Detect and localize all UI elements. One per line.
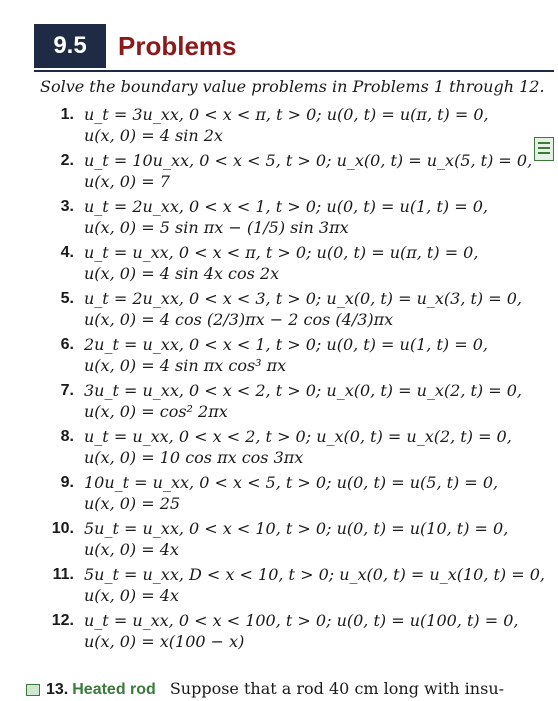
problem-number: 1.: [60, 106, 74, 123]
problem-initial-condition: u(x, 0) = 4x: [84, 540, 179, 559]
exercise-icon: [26, 684, 40, 696]
problem-list: [44, 104, 544, 656]
next-problem-text: Suppose that a rod 40 cm long with insu-: [169, 679, 505, 698]
problem-initial-condition: u(x, 0) = 4 sin πx cos³ πx: [84, 356, 287, 375]
section-divider: [34, 70, 554, 72]
problem-item: [44, 242, 544, 288]
problem-equation: u_t = u_xx, 0 < x < 2, t > 0; u_x(0, t) = u_x(2, t) = 0,: [84, 427, 512, 446]
problem-item: [44, 288, 544, 334]
problem-number: 9.: [60, 474, 74, 491]
problem-initial-condition: u(x, 0) = 10 cos πx cos 3πx: [84, 448, 304, 467]
problem-number: 3.: [60, 198, 74, 215]
section-number: 9.5: [34, 24, 106, 68]
problem-number: 4.: [60, 244, 74, 261]
problem-initial-condition: u(x, 0) = 4 cos (2/3)πx − 2 cos (4/3)πx: [84, 310, 394, 329]
problem-equation: 2u_t = u_xx, 0 < x < 1, t > 0; u(0, t) = u(1, t) = 0,: [84, 335, 488, 354]
problem-item: [44, 150, 544, 196]
problem-item: [44, 564, 544, 610]
problem-item: [44, 610, 544, 656]
problem-initial-condition: u(x, 0) = 4 sin 4x cos 2x: [84, 264, 280, 283]
problem-equation: u_t = u_xx, 0 < x < π, t > 0; u(0, t) = u(π, t) = 0,: [84, 243, 479, 262]
problem-initial-condition: u(x, 0) = 25: [84, 494, 181, 513]
problem-item: [44, 104, 544, 150]
problem-item: [44, 426, 544, 472]
problem-equation: u_t = 2u_xx, 0 < x < 1, t > 0; u(0, t) = u(1, t) = 0,: [84, 197, 488, 216]
problem-initial-condition: u(x, 0) = x(100 − x): [84, 632, 245, 651]
problem-equation: 3u_t = u_xx, 0 < x < 2, t > 0; u_x(0, t) = u_x(2, t) = 0,: [84, 381, 522, 400]
problem-number: 2.: [60, 152, 74, 169]
section-header: [34, 24, 554, 70]
problem-equation: u_t = 2u_xx, 0 < x < 3, t > 0; u_x(0, t) = u_x(3, t) = 0,: [84, 289, 522, 308]
problem-initial-condition: u(x, 0) = 5 sin πx − (1/5) sin 3πx: [84, 218, 349, 237]
problem-number: 7.: [60, 382, 74, 399]
problem-number: 5.: [60, 290, 74, 307]
problem-initial-condition: u(x, 0) = 7: [84, 172, 170, 191]
problem-number: 6.: [60, 336, 74, 353]
instructions-text: Solve the boundary value problems in Problems 1 through 12.: [40, 77, 545, 96]
problem-equation: 10u_t = u_xx, 0 < x < 5, t > 0; u(0, t) = u(5, t) = 0,: [84, 473, 499, 492]
problem-number: 11.: [52, 566, 74, 583]
problem-initial-condition: u(x, 0) = 4 sin 2x: [84, 126, 223, 145]
problem-initial-condition: u(x, 0) = cos² 2πx: [84, 402, 228, 421]
problem-equation: u_t = u_xx, 0 < x < 100, t > 0; u(0, t) = u(100, t) = 0,: [84, 611, 519, 630]
problem-initial-condition: u(x, 0) = 4x: [84, 586, 179, 605]
section-title: Problems: [118, 31, 237, 61]
problem-item: [44, 472, 544, 518]
problem-number: 12.: [51, 612, 74, 629]
problem-equation: 5u_t = u_xx, D < x < 10, t > 0; u_x(0, t) = u_x(10, t) = 0,: [84, 565, 546, 584]
problem-equation: 5u_t = u_xx, 0 < x < 10, t > 0; u(0, t) = u(10, t) = 0,: [84, 519, 509, 538]
problem-equation: u_t = 10u_xx, 0 < x < 5, t > 0; u_x(0, t) = u_x(5, t) = 0,: [84, 151, 533, 170]
next-problem-preview: [26, 678, 504, 701]
problem-item: [44, 196, 544, 242]
next-problem-title: Heated rod: [72, 681, 156, 698]
problem-item: [44, 380, 544, 426]
problem-number: 10.: [51, 520, 74, 537]
problem-item: [44, 518, 544, 564]
problem-item: [44, 334, 544, 380]
problem-equation: u_t = 3u_xx, 0 < x < π, t > 0; u(0, t) = u(π, t) = 0,: [84, 105, 489, 124]
next-problem-number: 13.: [46, 681, 69, 698]
problem-number: 8.: [60, 428, 74, 445]
